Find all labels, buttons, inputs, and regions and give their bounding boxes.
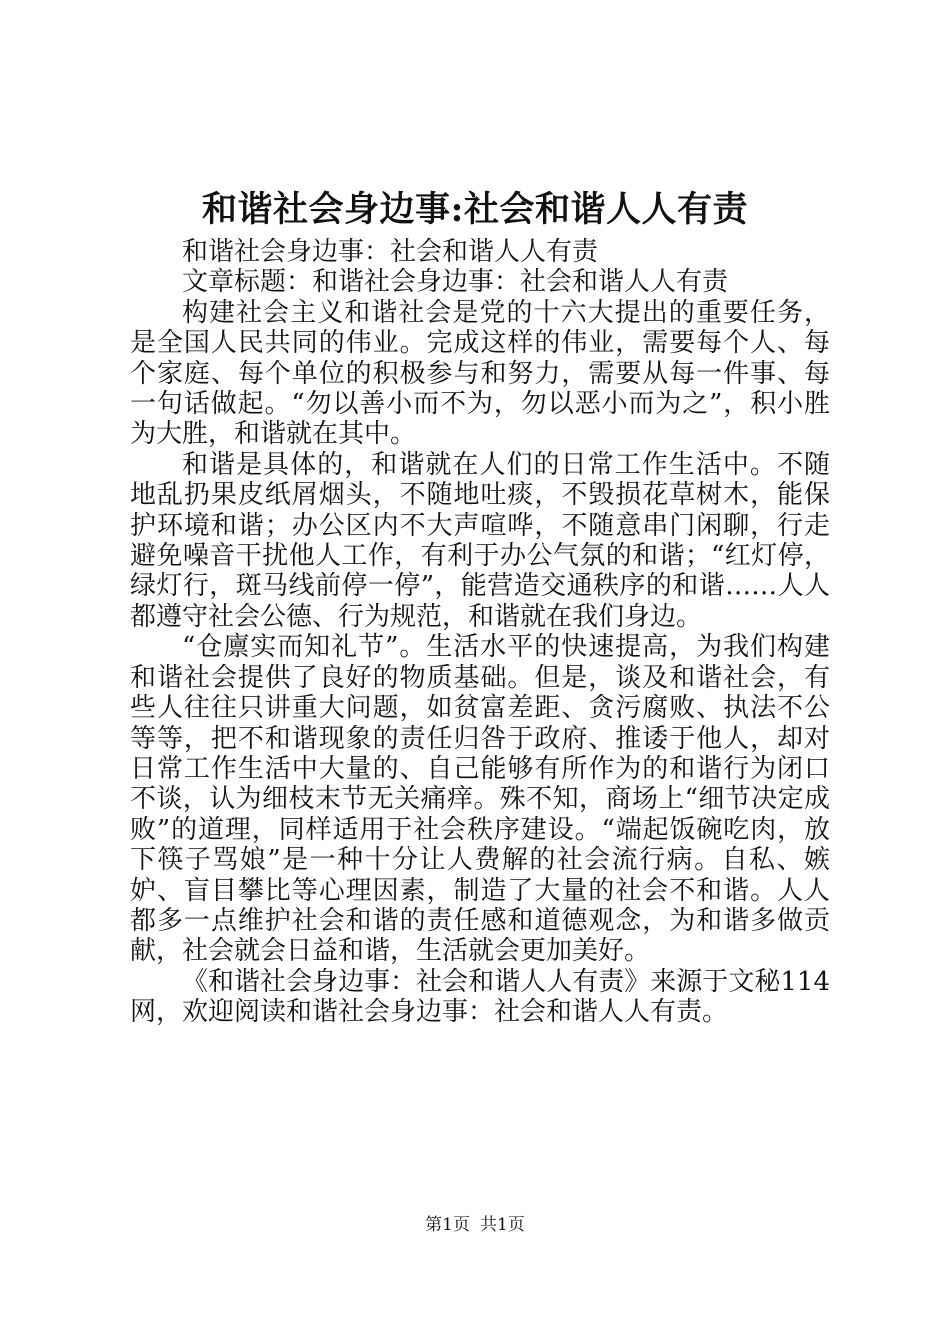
paragraph: 构建社会主义和谐社会是党的十六大提出的重要任务，是全国人民共同的伟业。完成这样的伟业，需要每个人、每个家庭、每个单位的积极参与和努力，需要从每一件事、每一句话做起。“勿以善小而不为，勿以恶小而为之”，积小胜为大胜，和谐就在其中。	[130, 297, 830, 450]
document-body	[130, 237, 830, 1028]
paragraph-subtitle: 和谐社会身边事：社会和谐人人有责	[182, 237, 599, 267]
page-total: 共1页	[480, 1215, 525, 1235]
paragraph-article-title: 文章标题：和谐社会身边事：社会和谐人人有责	[182, 267, 729, 298]
paragraph: “仓廪实而知礼节”。生活水平的快速提高，为我们构建和谐社会提供了良好的物质基础。但是，谈及和谐社会，有些人往往只讲重大问题，如贫富差距、贪污腐败、执法不公等等，把不和谐现象的责任归咎于政府、推诿于他人，却对日常工作生活中大量的、自己能够有所作为的和谐行为闭口不谈，认为细枝末节无关痛痒。殊不知，商场上“细节决定成败”的道理，同样适用于社会秩序建设。“端起饭碗吃肉，放下筷子骂娘”是一种十分让人费解的社会流行病。自私、嫉妒、盲目攀比等心理因素，制造了大量的社会不和谐。人人都多一点维护社会和谐的责任感和道德观念，为和谐多做贡献，社会就会日益和谐，生活就会更加美好。	[130, 632, 830, 967]
paragraph: 和谐是具体的，和谐就在人们的日常工作生活中。不随地乱扔果皮纸屑烟头，不随地吐痰，不毁损花草树木，能保护环境和谐；办公区内不大声喧哗，不随意串门闲聊，行走避免噪音干扰他人工作，有利于办公气氛的和谐；“红灯停，绿灯行，斑马线前停一停”，能营造交通秩序的和谐……人人都遵守社会公德、行为规范，和谐就在我们身边。	[130, 449, 830, 632]
page-number: 第1页	[425, 1215, 470, 1235]
page-footer	[0, 1213, 950, 1237]
paragraph-source: 《和谐社会身边事：社会和谐人人有责》来源于文秘114网，欢迎阅读和谐社会身边事：社会和谐人人有责。	[130, 966, 830, 1028]
document-title: 和谐社会身边事:社会和谐人人有责	[202, 189, 748, 230]
